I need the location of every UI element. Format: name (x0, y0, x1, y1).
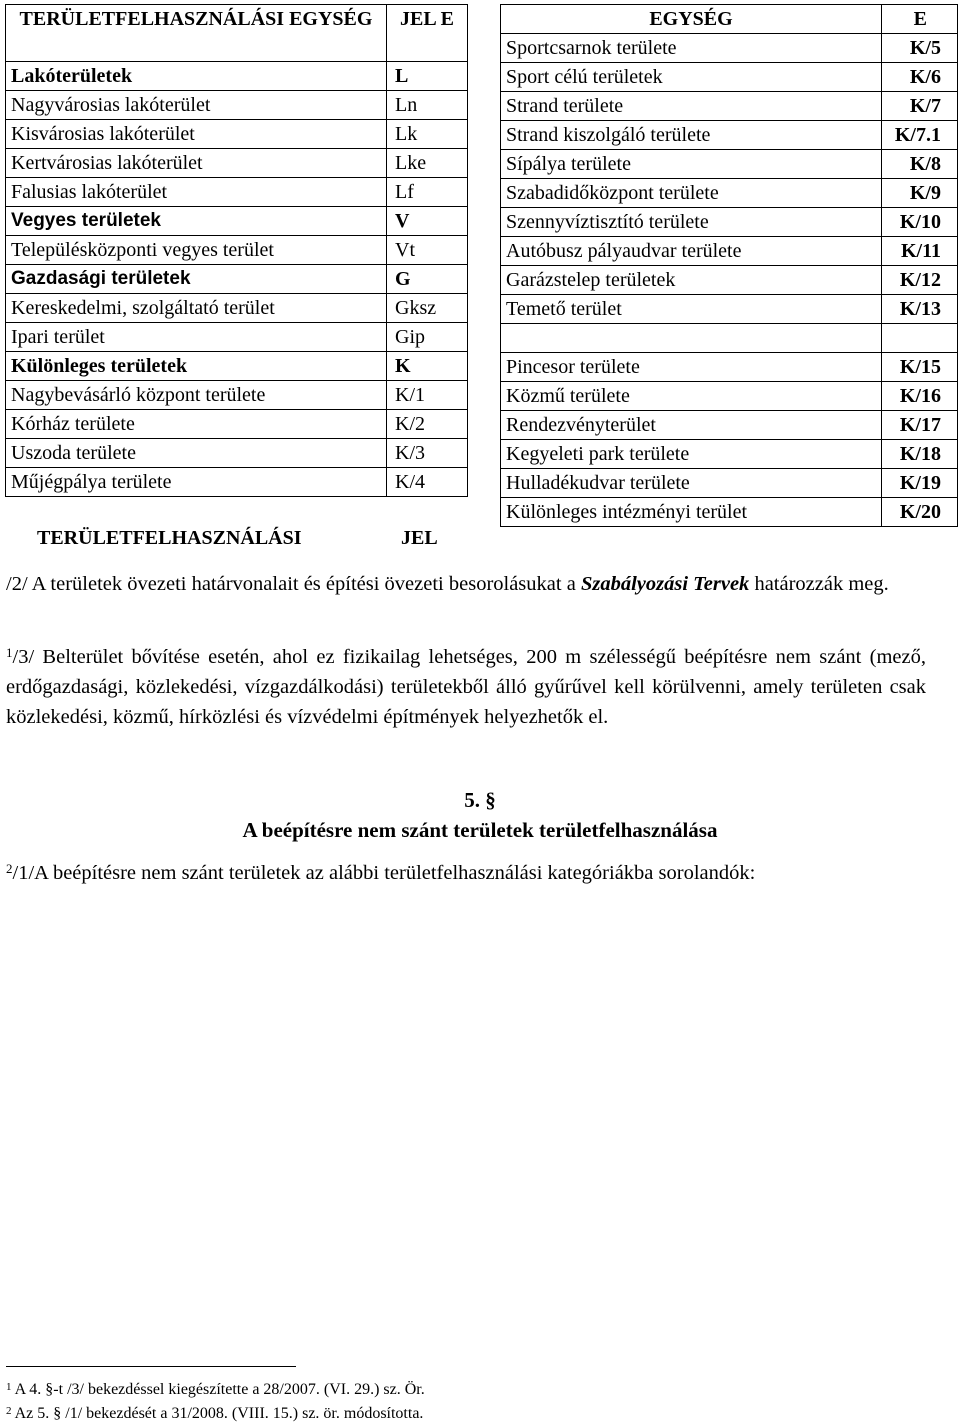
left-table-row-code: V (387, 207, 468, 236)
left-table-row (6, 91, 468, 120)
right-table-row-name: Sportcsarnok területe (501, 34, 882, 63)
footnotes (6, 1378, 425, 1426)
footnote-2-text: Az 5. § /1/ bekezdését a 31/2008. (VIII. 15.) sz. ör. módosította. (14, 1405, 424, 1422)
left-table-row-name: Vegyes területek (6, 207, 387, 236)
right-table-row-code: K/15 (882, 353, 958, 382)
footnote-1-number: 1 (6, 1381, 12, 1393)
paragraph-2-suffix: határozzák meg. (749, 573, 889, 595)
right-landuse-table (500, 4, 958, 527)
right-table-row-name: Hulladékudvar területe (501, 469, 882, 498)
left-table-block (5, 4, 461, 497)
right-table-row (501, 266, 958, 295)
right-table-row (501, 324, 958, 353)
right-table-row-code: K/7.1 (882, 121, 958, 150)
right-table-row (501, 34, 958, 63)
right-table-row (501, 237, 958, 266)
left-table-row-name: Gazdasági területek (6, 265, 387, 294)
paragraph-2-emphasis: Szabályozási Tervek (580, 573, 750, 595)
right-table-row-code: K/17 (882, 411, 958, 440)
right-table-row-code: K/8 (882, 150, 958, 179)
right-table-row-name: Garázstelep területek (501, 266, 882, 295)
left-table-row-code: K/1 (387, 381, 468, 410)
paragraph-3-text: /3/ Belterület bővítése esetén, ahol ez fizikailag lehetséges, 200 m szélességű beépítésre nem szánt (mező, erdőgazdasági, közlekedési, vízgazdálkodási) területekből álló gyűrűvel kell körülvenni, amely területen csak közlekedési, közmű, hírközlési és vízvédelmi építmények helyezhetők el. (6, 646, 926, 728)
left-table-row (6, 178, 468, 207)
left-table-row (6, 439, 468, 468)
right-table-row-code: K/7 (882, 92, 958, 121)
left-table-row (6, 265, 468, 294)
right-table-row (501, 179, 958, 208)
right-table-row-code: K/6 (882, 63, 958, 92)
right-table-row-code (882, 324, 958, 353)
paragraph-4-text: /1/A beépítésre nem szánt területek az alábbi területfelhasználási kategóriákba sorolandók: (12, 862, 756, 884)
right-table-row-code: K/9 (882, 179, 958, 208)
left-table-row-code: Vt (387, 236, 468, 265)
right-table-row-code: K/5 (882, 34, 958, 63)
right-table-row-code: K/11 (882, 237, 958, 266)
right-table-row-name: Temető terület (501, 295, 882, 324)
right-header-code: E (882, 5, 958, 34)
left-table-row-code: K/4 (387, 468, 468, 497)
right-table-row-name: Autóbusz pályaudvar területe (501, 237, 882, 266)
paragraph-3 (6, 642, 926, 732)
right-table-row-code: K/20 (882, 498, 958, 527)
left-table-row (6, 236, 468, 265)
left-table-row-name: Kórház területe (6, 410, 387, 439)
right-table-row-code: K/16 (882, 382, 958, 411)
left-table-row-name: Különleges területek (6, 352, 387, 381)
left-table-row-name: Településközponti vegyes terület (6, 236, 387, 265)
right-table-row (501, 208, 958, 237)
left-table-row-code: Ln (387, 91, 468, 120)
left-table-row-name: Kereskedelmi, szolgáltató terület (6, 294, 387, 323)
left-table-row-code: L (387, 62, 468, 91)
section-title: A beépítésre nem szánt területek területfelhasználása (242, 818, 718, 842)
left-table-row (6, 323, 468, 352)
section-number: 5. § (464, 788, 496, 812)
left-table-row-name: Műjégpálya területe (6, 468, 387, 497)
left-table-row-name: Kertvárosias lakóterület (6, 149, 387, 178)
left-table-header-row (6, 5, 468, 62)
continued-header-unit: TERÜLETFELHASZNÁLÁSI (37, 527, 302, 549)
left-table-row-name: Falusias lakóterület (6, 178, 387, 207)
left-table-row-code: Gksz (387, 294, 468, 323)
right-table-row-code: K/18 (882, 440, 958, 469)
right-table-row-name: Sport célú területek (501, 63, 882, 92)
right-table-row (501, 353, 958, 382)
left-table-row-code: Lf (387, 178, 468, 207)
left-table-row-name: Nagyvárosias lakóterület (6, 91, 387, 120)
footnote-ref-1: 1 (6, 645, 13, 660)
right-table-row (501, 63, 958, 92)
left-table-row-name: Kisvárosias lakóterület (6, 120, 387, 149)
left-table-row-name: Nagybevásárló központ területe (6, 381, 387, 410)
right-table-row (501, 498, 958, 527)
right-table-row-name: Rendezvényterület (501, 411, 882, 440)
left-table-row (6, 294, 468, 323)
left-table-row-code: Lke (387, 149, 468, 178)
left-header-unit: TERÜLETFELHASZNÁLÁSI EGYSÉG (6, 5, 387, 62)
right-table-row-name: Strand kiszolgáló területe (501, 121, 882, 150)
left-table-row (6, 62, 468, 91)
right-table-row-name: Kegyeleti park területe (501, 440, 882, 469)
right-table-row-name: Strand területe (501, 92, 882, 121)
right-table-row (501, 382, 958, 411)
left-table-row-code: Gip (387, 323, 468, 352)
left-landuse-table (5, 4, 468, 497)
left-table-row (6, 120, 468, 149)
right-table-row-name: Szennyvíztisztító területe (501, 208, 882, 237)
left-table-row (6, 468, 468, 497)
left-table-row-name: Ipari terület (6, 323, 387, 352)
paragraph-2 (6, 569, 926, 599)
right-table-row-code: K/19 (882, 469, 958, 498)
footnote-separator (6, 1366, 296, 1367)
right-table-row-name (501, 324, 882, 353)
left-table-row (6, 381, 468, 410)
right-table-row (501, 295, 958, 324)
left-table-row (6, 207, 468, 236)
footnote-1 (6, 1378, 425, 1402)
left-table-row (6, 352, 468, 381)
right-table-row-name: Pincesor területe (501, 353, 882, 382)
left-table-row (6, 410, 468, 439)
right-table-row (501, 469, 958, 498)
footnote-2-number: 2 (6, 1405, 12, 1417)
continued-header-code: JEL (401, 527, 438, 549)
left-table-row-code: Lk (387, 120, 468, 149)
paragraph-4 (6, 858, 926, 888)
footnote-2 (6, 1402, 425, 1426)
right-table-row-code: K/10 (882, 208, 958, 237)
right-table-row (501, 440, 958, 469)
left-table-row-code: K (387, 352, 468, 381)
footnote-ref-2: 2 (6, 861, 13, 876)
right-table-row-code: K/13 (882, 295, 958, 324)
right-table-row (501, 121, 958, 150)
right-table-row-name: Szabadidőközpont területe (501, 179, 882, 208)
right-header-unit: EGYSÉG (501, 5, 882, 34)
right-table-row (501, 150, 958, 179)
right-table-block (500, 4, 958, 527)
left-table-row-name: Uszoda területe (6, 439, 387, 468)
left-table-row-code: K/3 (387, 439, 468, 468)
right-table-row (501, 92, 958, 121)
right-table-row-name: Közmű területe (501, 382, 882, 411)
right-table-row (501, 411, 958, 440)
left-table-row-code: K/2 (387, 410, 468, 439)
right-table-row-name: Különleges intézményi terület (501, 498, 882, 527)
left-table-row-code: G (387, 265, 468, 294)
footnote-1-text: A 4. §-t /3/ bekezdéssel kiegészítette a 28/2007. (VI. 29.) sz. Ör. (14, 1381, 425, 1398)
right-table-header-row (501, 5, 958, 34)
right-table-row-name: Sípálya területe (501, 150, 882, 179)
paragraph-2-text: /2/ A területek övezeti határvonalait és építési övezeti besorolásukat a (6, 573, 581, 595)
left-header-code: JEL E (387, 5, 468, 62)
left-table-row (6, 149, 468, 178)
right-table-row-code: K/12 (882, 266, 958, 295)
left-table-row-name: Lakóterületek (6, 62, 387, 91)
